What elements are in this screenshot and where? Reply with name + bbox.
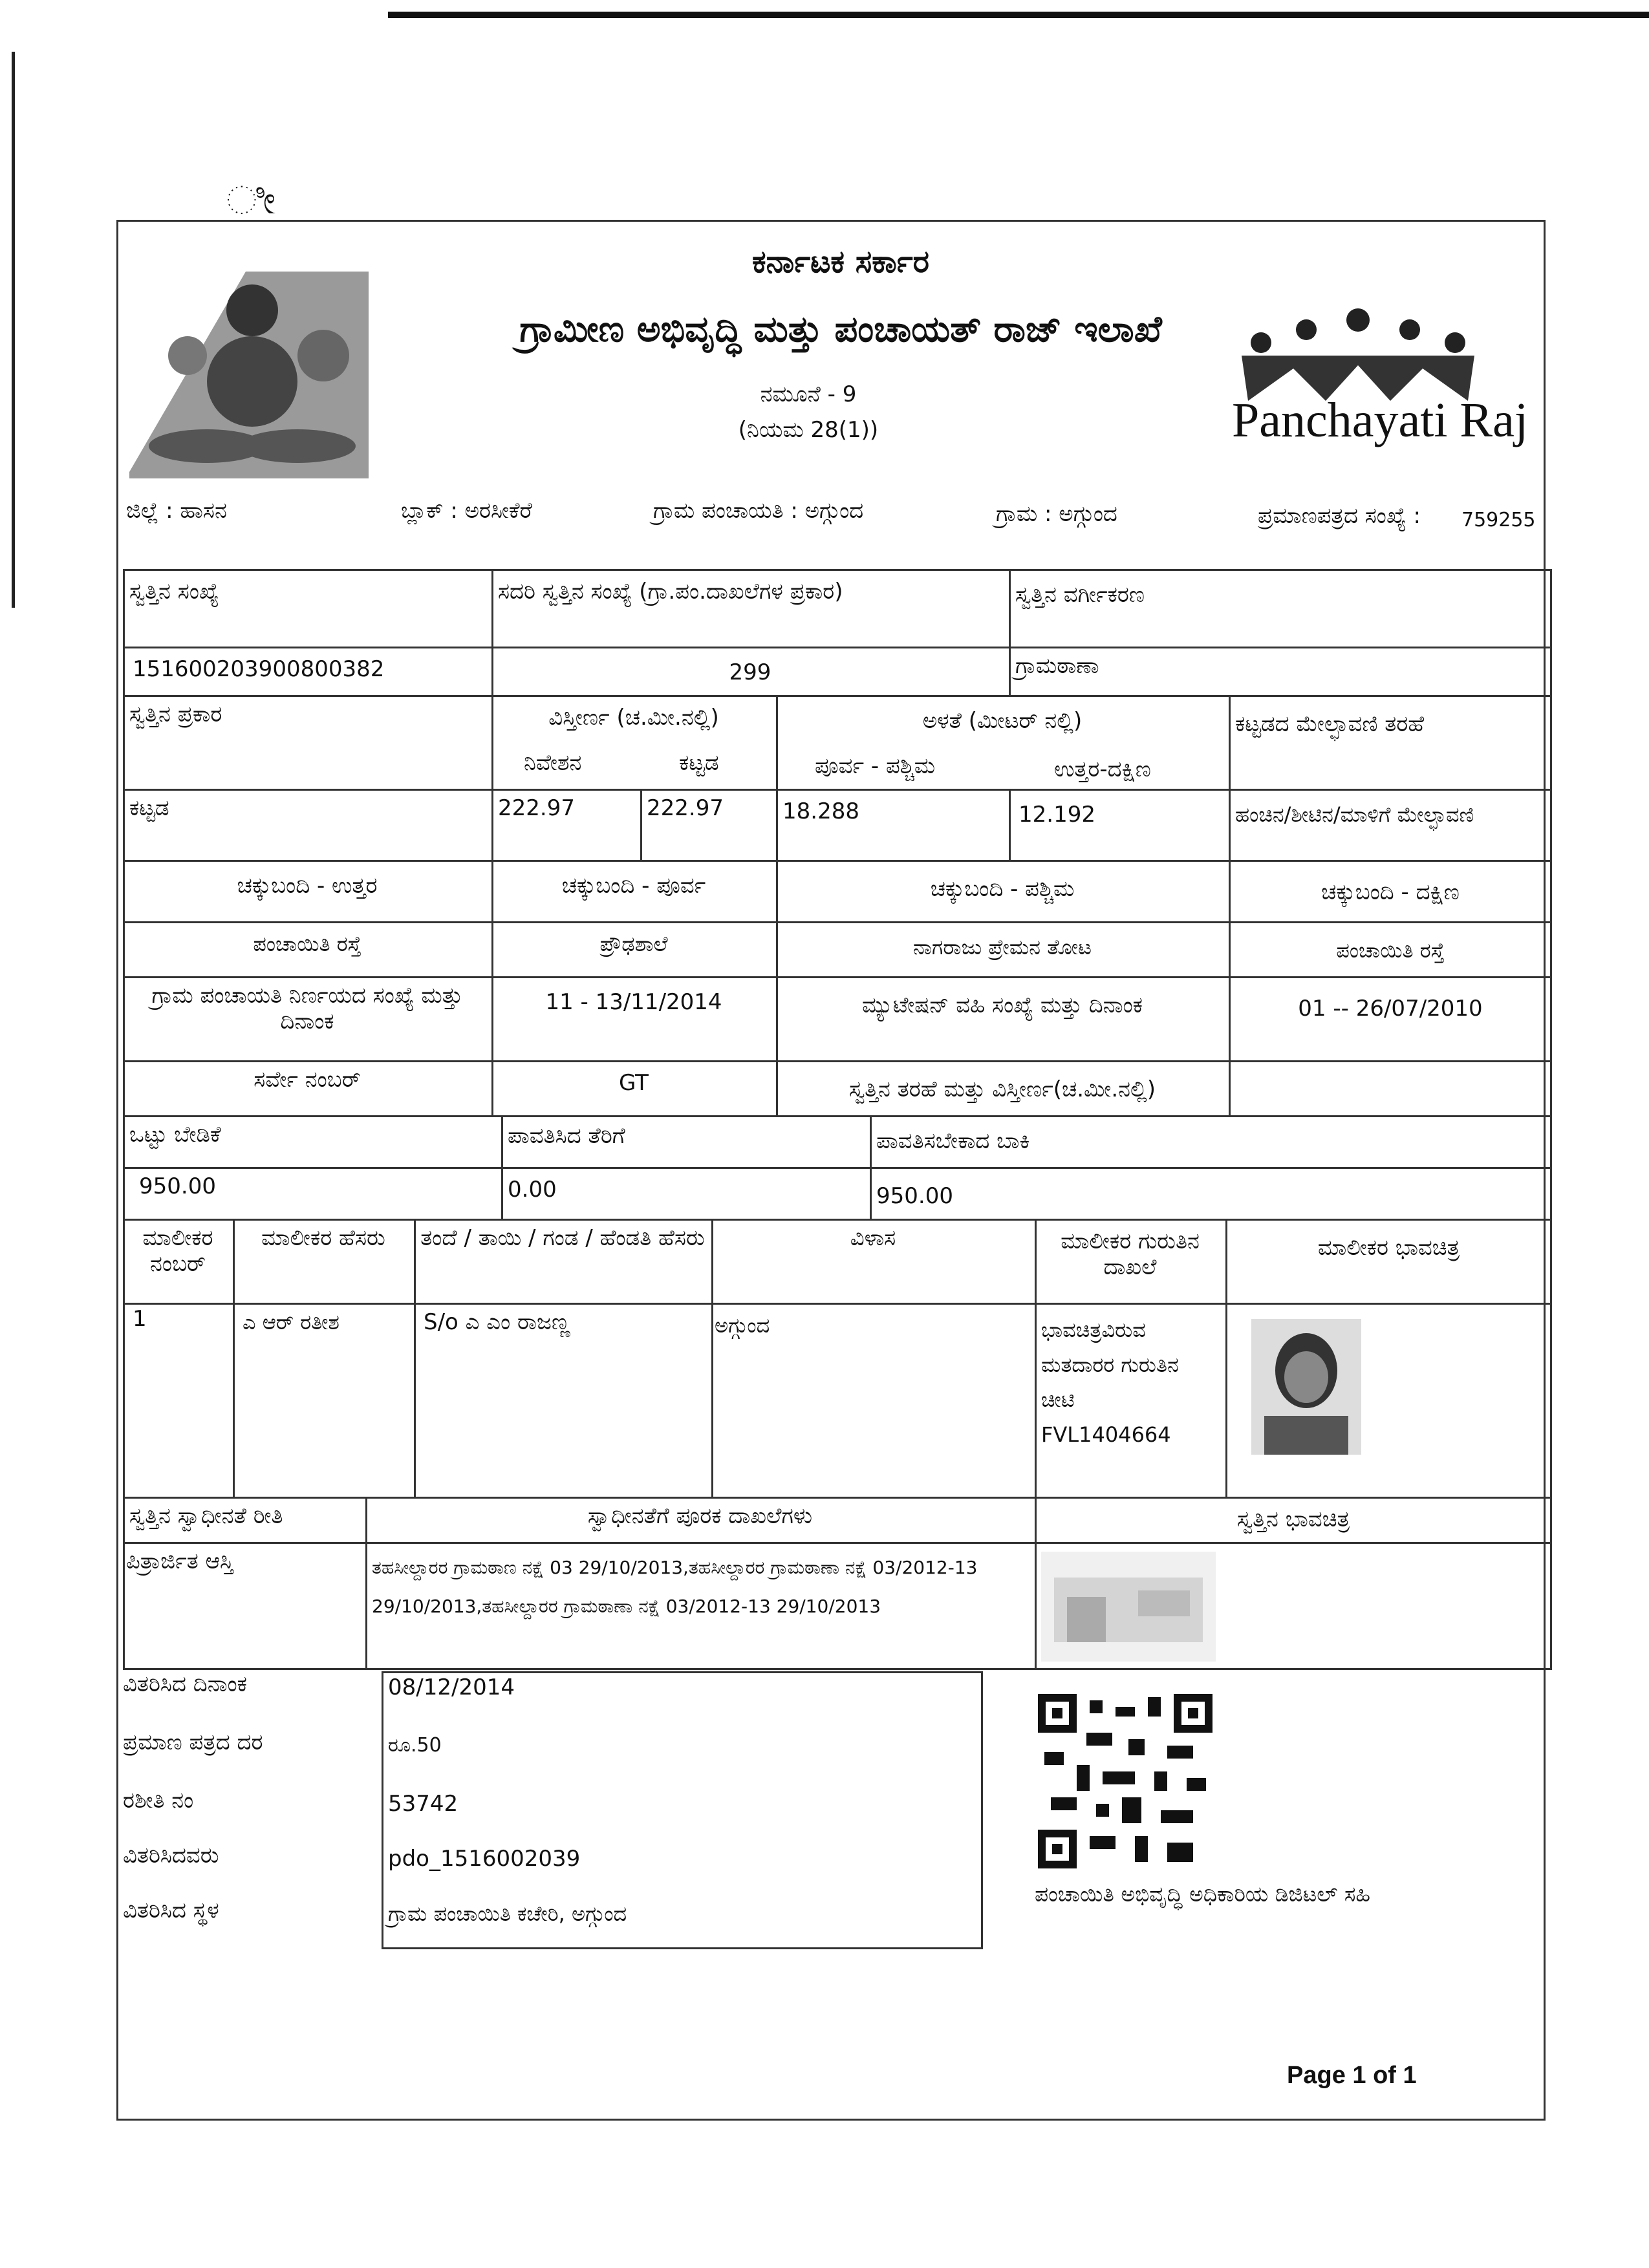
row-line	[123, 647, 1552, 648]
area-site-label: ನಿವೇಶನ	[524, 750, 582, 776]
ownership-docs-value: ತಹಸೀಲ್ದಾರರ ಗ್ರಾಮಠಾಣ ನಕ್ಷೆ 03 29/10/2013,ತಹಸೀಲ್ದಾರರ ಗ್ರಾಮಠಾಣಾ ನಕ್ಷೆ 03/2012-13 29/10/2013,ತಹಸೀಲ್ದಾರರ ಗ್ರಾಮಠಾಣಾ ನಕ್ಷೆ 03/2012-13 29/10/2013	[372, 1557, 978, 1617]
row-line	[123, 1219, 1552, 1221]
sadari-number-label: ಸದರಿ ಸ್ವತ್ತಿನ ಸಂಖ್ಯೆ (ಗ್ರಾ.ಪಂ.ದಾಖಲೆಗಳ ಪ್ರಕಾರ)	[498, 579, 843, 604]
boundary-south-value: ಪಂಚಾಯಿತಿ ರಸ್ತೆ	[1336, 938, 1445, 963]
total-demand-label: ಒಟ್ಟು ಬೇಡಿಕೆ	[129, 1122, 221, 1148]
tax-due-value: 950.00	[876, 1183, 953, 1209]
owner-id-doc-label: ಮಾಲೀಕರ ಗುರುತಿನ ದಾಖಲೆ	[1061, 1228, 1200, 1280]
survey-number-label: ಸರ್ವೇ ನಂಬರ್	[253, 1067, 361, 1093]
area-building-label: ಕಟ್ಟಡ	[679, 750, 719, 776]
issue-place-value: ಗ್ರಾಮ ಪಂಚಾಯಿತಿ ಕಚೇರಿ, ಅಗ್ಗುಂದ	[388, 1901, 627, 1926]
issue-date-label: ವಿತರಿಸಿದ ದಿನಾಂಕ	[123, 1671, 247, 1697]
column-line	[640, 789, 642, 860]
owner-photo-label: ಮಾಲೀಕರ ಭಾವಚಿತ್ರ	[1317, 1235, 1460, 1261]
ownership-docs-label: ಸ್ವಾಧೀನತೆಗೆ ಪೂರಕ ದಾಖಲೆಗಳು	[587, 1503, 813, 1529]
row-line	[123, 921, 1552, 923]
row-line	[123, 1303, 1552, 1305]
row-line	[123, 860, 1552, 862]
property-photo-label: ಸ್ವತ್ತಿನ ಭಾವಚಿತ್ರ	[1236, 1506, 1350, 1532]
ownership-mode-value: ಪಿತ್ರಾರ್ಜಿತ ಆಸ್ತಿ	[126, 1548, 233, 1574]
department-title: ಗ್ರಾಮೀಣ ಅಭಿವೃದ್ಧಿ ಮತ್ತು ಪಂಚಾಯತ್ ರಾಜ್ ಇಲಾಖೆ	[519, 308, 1162, 350]
mutation-label: ಮ್ಯುಟೇಷನ್ ವಹಿ ಸಂಖ್ಯೆ ಮತ್ತು ದಿನಾಂಕ	[862, 992, 1143, 1018]
fee-label: ಪ್ರಮಾಣ ಪತ್ರದ ದರ	[123, 1729, 263, 1755]
gp-resolution-value: 11 - 13/11/2014	[545, 989, 722, 1015]
roof-type-label: ಕಟ್ಟಡದ ಮೇಲ್ಛಾವಣಿ ತರಹೆ	[1235, 711, 1425, 737]
column-line	[1009, 569, 1011, 695]
panchayati-raj-emblem	[1229, 304, 1487, 407]
fee-value: ರೂ.50	[388, 1734, 442, 1757]
block: ಬ್ಲಾಕ್ : ಅರಸೀಕೆರೆ	[401, 498, 532, 524]
property-class-value: ಗ್ರಾಮಠಾಣಾ	[1015, 653, 1099, 679]
column-line	[233, 1219, 235, 1497]
gram-panchayat: ಗ್ರಾಮ ಪಂಚಾಯತಿ : ಅಗ್ಗುಂದ	[653, 498, 864, 524]
tax-paid-label: ಪಾವತಿಸಿದ ತೆರಿಗೆ	[508, 1123, 625, 1149]
property-id-value: 151600203900800382	[133, 656, 385, 682]
property-photo	[1041, 1552, 1216, 1662]
column-line	[123, 569, 125, 1668]
dimension-north-south-value: 12.192	[1018, 802, 1095, 828]
panchayati-raj-logo-text: Panchayati Raj	[1232, 393, 1528, 447]
row-line	[123, 976, 1552, 978]
column-line	[1229, 695, 1231, 1115]
boundary-north-value: ಪಂಚಾಯಿತಿ ರಸ್ತೆ	[253, 932, 361, 956]
boundary-north-label: ಚಕ್ಕುಬಂದಿ - ಉತ್ತರ	[237, 873, 378, 899]
tax-paid-value: 0.00	[508, 1177, 557, 1203]
dimension-east-west-value: 18.288	[782, 798, 859, 824]
boundary-south-label: ಚಕ್ಕುಬಂದಿ - ದಕ್ಷಿಣ	[1321, 879, 1460, 905]
property-type-value: ಕಟ್ಟಡ	[129, 795, 169, 821]
receipt-label: ರಶೀತಿ ನಂ	[123, 1788, 194, 1813]
column-line	[711, 1219, 713, 1497]
row-line	[123, 789, 1552, 791]
owner-parent-value: S/o ಎ ಎಂ ರಾಜಣ್ಣ	[424, 1309, 570, 1335]
village: ಗ್ರಾಮ : ಅಗ್ಗುಂದ	[996, 501, 1117, 527]
column-line	[414, 1219, 416, 1497]
left-edge-line	[12, 52, 15, 608]
owner-address-value: ಅಗ್ಗುಂದ	[715, 1313, 770, 1338]
column-line	[870, 1115, 872, 1219]
issue-place-label: ವಿತರಿಸಿದ ಸ್ಥಳ	[123, 1898, 219, 1923]
digital-signature-label: ಪಂಚಾಯಿತಿ ಅಭಿವೃದ್ಧಿ ಅಧಿಕಾರಿಯ ಡಿಜಿಟಲ್ ಸಹಿ	[1035, 1881, 1371, 1907]
column-line	[491, 569, 493, 1115]
row-line	[123, 569, 1552, 571]
property-id-label: ಸ್ವತ್ತಿನ ಸಂಖ್ಯೆ	[129, 579, 219, 604]
certificate-number: 759255	[1461, 509, 1536, 531]
rule-number: (ನಿಯಮ 28(1))	[738, 417, 879, 443]
sadari-number-value: 299	[729, 659, 771, 685]
page-number: Page 1 of 1	[1287, 2062, 1417, 2089]
owner-id-doc-value: ಭಾವಚಿತ್ರವಿರುವ ಮತದಾರರ ಗುರುತಿನ ಚೀಟಿ FVL1404664	[1041, 1318, 1179, 1447]
property-class-label: ಸ್ವತ್ತಿನ ವರ್ಗೀಕರಣ	[1015, 582, 1145, 608]
property-type-area-label: ಸ್ವತ್ತಿನ ತರಹೆ ಮತ್ತು ವಿಸ್ತೀರ್ಣ(ಚ.ಮೀ.ನಲ್ಲಿ)	[848, 1076, 1156, 1102]
owner-parent-label: ತಂದೆ / ತಾಯಿ / ಗಂಡ / ಹೆಂಡತಿ ಹೆಸರು	[420, 1225, 705, 1251]
ownership-mode-label: ಸ್ವತ್ತಿನ ಸ್ವಾಧೀನತೆ ರೀತಿ	[129, 1503, 283, 1529]
column-line	[1009, 789, 1011, 860]
column-line	[776, 695, 778, 1115]
owner-address-label: ವಿಳಾಸ	[850, 1225, 896, 1251]
mutation-value: 01 -- 26/07/2010	[1298, 996, 1483, 1022]
district: ಜಿಲ್ಲೆ : ಹಾಸನ	[126, 498, 227, 524]
dimension-east-west-label: ಪೂರ್ವ - ಪಶ್ಚಿಮ	[815, 753, 936, 779]
boundary-west-label: ಚಕ್ಕುಬಂದಿ - ಪಶ್ಚಿಮ	[930, 876, 1075, 902]
corner-mark: ೀ	[226, 178, 276, 223]
owner-name-value: ಎ ಆರ್ ರತೀಶ	[242, 1310, 339, 1334]
gp-resolution-label: ಗ್ರಾಮ ಪಂಚಾಯತಿ ನಿರ್ಣಯದ ಸಂಖ್ಯೆ ಮತ್ತು ದಿನಾಂಕ	[151, 983, 463, 1034]
row-line	[123, 1542, 1552, 1544]
area-label: ವಿಸ್ತೀರ್ಣ (ಚ.ಮೀ.ನಲ್ಲಿ)	[548, 705, 719, 731]
owner-number-value: 1	[133, 1306, 147, 1332]
survey-number-value: GT	[619, 1070, 649, 1096]
owner-number-label: ಮಾಲೀಕರ ನಂಬರ್	[142, 1225, 213, 1277]
issue-date-value: 08/12/2014	[388, 1674, 515, 1700]
owner-name-label: ಮಾಲೀಕರ ಹೆಸರು	[261, 1225, 385, 1251]
tax-due-label: ಪಾವತಿಸಬೇಕಾದ ಬಾಕಿ	[876, 1128, 1030, 1154]
row-line	[123, 1115, 1552, 1117]
row-line	[123, 1668, 1552, 1670]
boundary-east-label: ಚಕ್ಕುಬಂದಿ - ಪೂರ್ವ	[561, 873, 706, 899]
row-line	[123, 1060, 1552, 1062]
property-type-label: ಸ್ವತ್ತಿನ ಪ್ರಕಾರ	[129, 701, 222, 727]
row-line	[123, 1167, 1552, 1169]
column-line	[501, 1115, 503, 1219]
state-emblem-logo	[129, 265, 369, 478]
owner-photo	[1251, 1319, 1361, 1455]
area-site-value: 222.97	[498, 795, 575, 821]
dimension-north-south-label: ಉತ್ತರ-ದಕ್ಷಿಣ	[1054, 756, 1151, 782]
boundary-west-value: ನಾಗರಾಜು ಪ್ರೇಮನ ತೋಟ	[912, 935, 1092, 959]
row-line	[123, 695, 1552, 697]
column-line	[1550, 569, 1552, 1668]
issued-by-label: ವಿತರಿಸಿದವರು	[123, 1843, 219, 1868]
qr-code	[1038, 1694, 1212, 1868]
area-building-value: 222.97	[647, 795, 724, 821]
row-line	[123, 1497, 1552, 1499]
dimension-label: ಅಳತೆ (ಮೀಟರ್ ನಲ್ಲಿ)	[922, 708, 1083, 734]
boundary-east-value: ಪ್ರೌಢಶಾಲೆ	[599, 932, 668, 956]
form-number: ನಮೂನೆ - 9	[760, 381, 857, 407]
total-demand-value: 950.00	[139, 1173, 216, 1199]
roof-type-value: ಹಂಚಿನ/ಶೀಟಿನ/ಮಾಳಿಗೆ ಮೇಲ್ಛಾವಣಿ	[1235, 802, 1474, 827]
issued-by-value: pdo_1516002039	[388, 1846, 581, 1872]
top-edge-line	[388, 12, 1649, 18]
govt-title: ಕರ್ನಾಟಕ ಸರ್ಕಾರ	[751, 244, 930, 280]
certificate-number-label: ಪ್ರಮಾಣಪತ್ರದ ಸಂಖ್ಯೆ :	[1258, 503, 1421, 529]
receipt-value: 53742	[388, 1791, 458, 1817]
